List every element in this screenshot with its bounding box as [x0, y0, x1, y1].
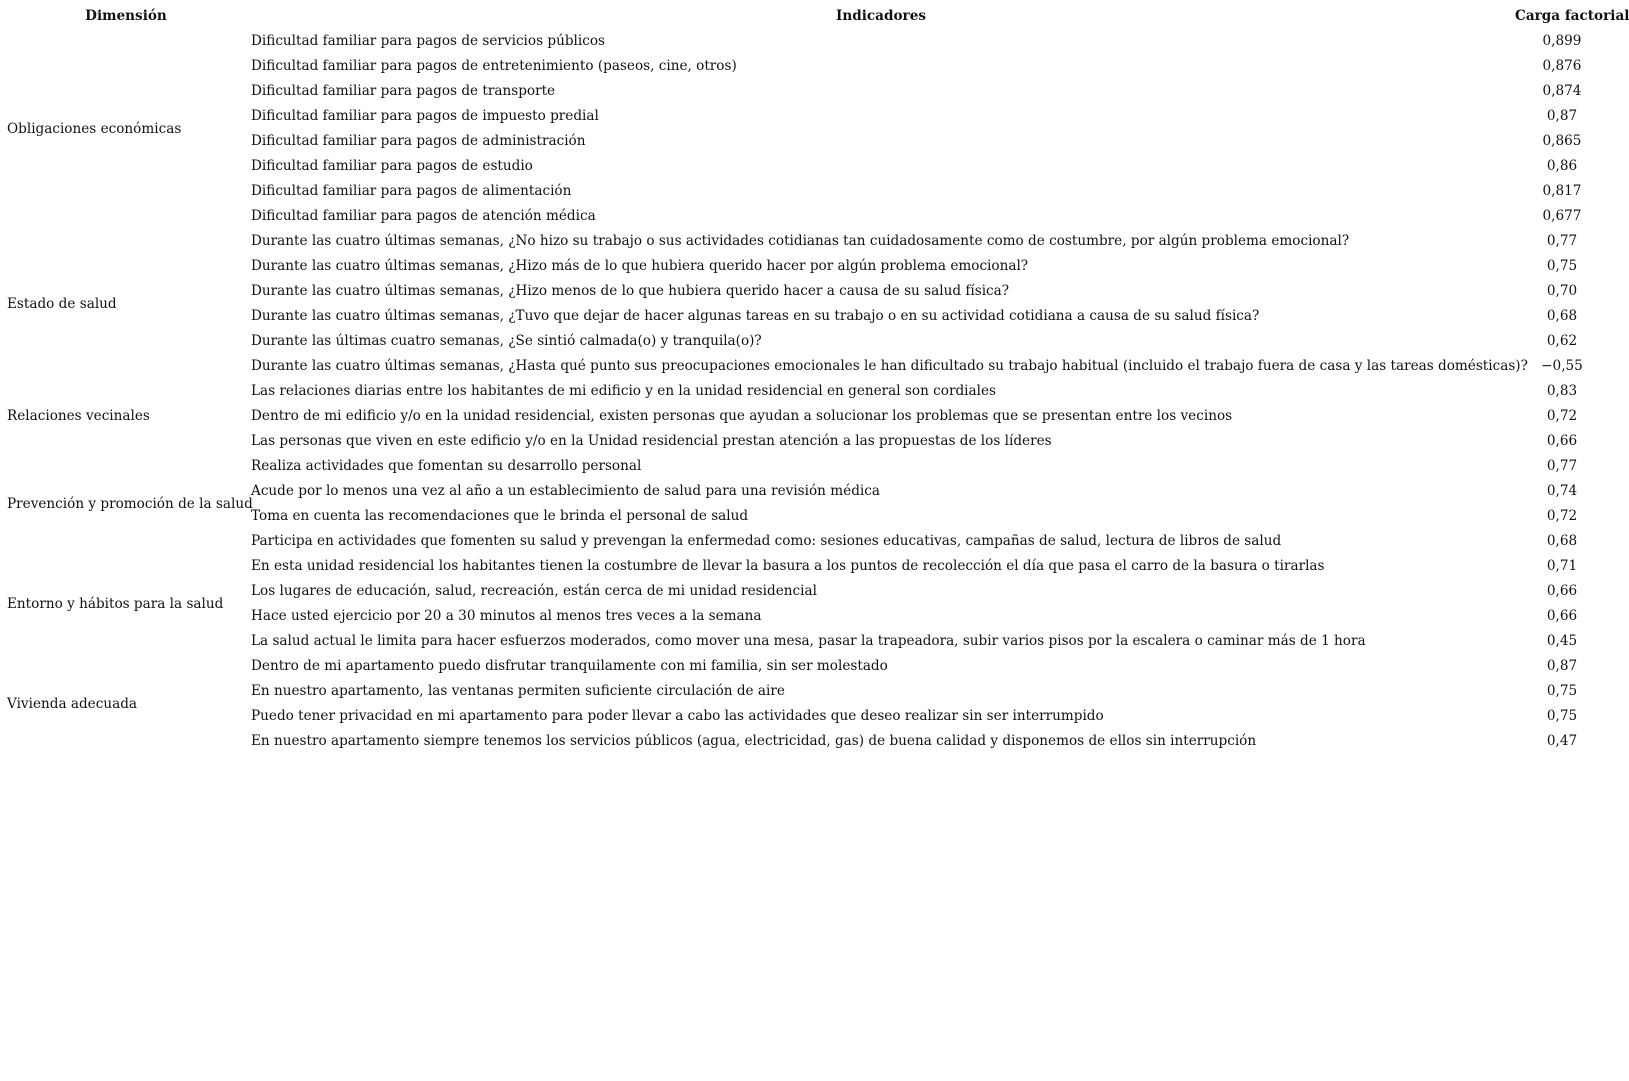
- header-indicators: Indicadores: [835, 8, 927, 25]
- indicator-cell: Las personas que viven en este edificio y/o en la Unidad residencial prestan atención a las propuestas de los líderes: [251, 433, 1052, 450]
- dimension-cell: Relaciones vecinales: [7, 408, 150, 425]
- indicator-cell: Toma en cuenta las recomendaciones que le brinda el personal de salud: [251, 508, 749, 525]
- indicator-cell: Dificultad familiar para pagos de transporte: [251, 83, 556, 100]
- indicator-cell: Durante las cuatro últimas semanas, ¿Hizo más de lo que hubiera querido hacer por algún problema emocional?: [251, 258, 1029, 275]
- dimension-cell: Obligaciones económicas: [7, 120, 182, 137]
- indicator-cell: Realiza actividades que fomentan su desarrollo personal: [251, 458, 642, 475]
- loading-cell: 0,77: [1546, 458, 1578, 475]
- loading-cell: 0,77: [1546, 233, 1578, 250]
- table-row: [5, 554, 1609, 579]
- header-dimension: Dimensión: [85, 8, 167, 25]
- loading-cell: 0,72: [1546, 408, 1578, 425]
- loading-cell: 0,72: [1546, 508, 1578, 525]
- indicator-cell: Hace usted ejercicio por 20 a 30 minutos al menos tres veces a la semana: [251, 608, 762, 625]
- factor-loadings-table: [5, 4, 1629, 754]
- loading-cell: 0,66: [1546, 583, 1578, 600]
- loading-cell: 0,62: [1546, 333, 1578, 350]
- table-row: [5, 454, 1609, 479]
- indicator-cell: Durante las últimas cuatro semanas, ¿Se sintió calmada(o) y tranquila(o)?: [251, 333, 762, 350]
- loading-cell: 0,68: [1546, 308, 1578, 325]
- loading-cell: 0,677: [1542, 208, 1582, 225]
- loading-cell: 0,865: [1542, 133, 1582, 150]
- loading-cell: 0,87: [1546, 658, 1578, 675]
- dimension-cell: Vivienda adecuada: [7, 695, 138, 712]
- indicator-cell: Dificultad familiar para pagos de entretenimiento (paseos, cine, otros): [251, 58, 737, 75]
- indicator-cell: Durante las cuatro últimas semanas, ¿Hizo menos de lo que hubiera querido hacer a causa de su salud física?: [251, 283, 1010, 300]
- loading-cell: 0,68: [1546, 533, 1578, 550]
- indicator-cell: Dificultad familiar para pagos de impuesto predial: [251, 108, 599, 125]
- table-row: [5, 229, 1609, 254]
- loading-cell: 0,71: [1546, 558, 1578, 575]
- indicator-cell: En nuestro apartamento siempre tenemos los servicios públicos (agua, electricidad, gas) de buena calidad y disponemos de ellos sin interrupción: [251, 733, 1257, 750]
- indicator-cell: Dificultad familiar para pagos de alimentación: [251, 183, 572, 200]
- loading-cell: 0,45: [1546, 633, 1578, 650]
- indicator-cell: La salud actual le limita para hacer esfuerzos moderados, como mover una mesa, pasar la trapeadora, subir varios pisos por la escalera o caminar más de 1 hora: [251, 633, 1366, 650]
- loading-cell: 0,874: [1542, 83, 1582, 100]
- loading-cell: 0,899: [1542, 33, 1582, 50]
- loading-cell: 0,83: [1546, 383, 1578, 400]
- indicator-cell: Dentro de mi apartamento puedo disfrutar tranquilamente con mi familia, sin ser molestado: [251, 658, 888, 675]
- loading-cell: 0,75: [1546, 683, 1578, 700]
- indicator-cell: Puedo tener privacidad en mi apartamento para poder llevar a cabo las actividades que deseo realizar sin ser interrumpido: [251, 708, 1104, 725]
- loading-cell: 0,74: [1546, 483, 1578, 500]
- header-row: [5, 4, 1609, 29]
- dimension-cell: Prevención y promoción de la salud: [7, 495, 253, 512]
- loading-cell: 0,876: [1542, 58, 1582, 75]
- loading-cell: 0,87: [1546, 108, 1578, 125]
- table-body: [5, 29, 1609, 754]
- indicator-cell: Durante las cuatro últimas semanas, ¿Tuvo que dejar de hacer algunas tareas en su trabajo o en su actividad cotidiana a causa de su salud física?: [251, 308, 1260, 325]
- indicator-cell: Dificultad familiar para pagos de administración: [251, 133, 586, 150]
- loading-cell: 0,70: [1546, 283, 1578, 300]
- loading-cell: −0,55: [1541, 358, 1583, 375]
- indicator-cell: Las relaciones diarias entre los habitantes de mi edificio y en la unidad residencial en general son cordiales: [251, 383, 996, 400]
- dimension-cell: Entorno y hábitos para la salud: [7, 595, 224, 612]
- indicator-cell: Dificultad familiar para pagos de estudio: [251, 158, 533, 175]
- loading-cell: 0,817: [1542, 183, 1582, 200]
- table-row: [5, 29, 1609, 54]
- dimension-cell: Estado de salud: [7, 295, 117, 312]
- indicator-cell: En esta unidad residencial los habitantes tienen la costumbre de llevar la basura a los puntos de recolección el día que pasa el carro de la basura o tirarlas: [251, 558, 1325, 575]
- loading-cell: 0,86: [1546, 158, 1578, 175]
- indicator-cell: Durante las cuatro últimas semanas, ¿Hasta qué punto sus preocupaciones emocionales le han dificultado su trabajo habitual (incluido el trabajo fuera de casa y las tareas domésticas)?: [251, 358, 1528, 375]
- loading-cell: 0,66: [1546, 608, 1578, 625]
- indicator-cell: Dificultad familiar para pagos de servicios públicos: [251, 33, 606, 50]
- indicator-cell: Participa en actividades que fomenten su salud y prevengan la enfermedad como: sesiones educativas, campañas de salud, lectura de libros de salud: [251, 533, 1282, 550]
- loading-cell: 0,75: [1546, 258, 1578, 275]
- table-row: [5, 379, 1609, 404]
- table-row: [5, 654, 1609, 679]
- loading-cell: 0,75: [1546, 708, 1578, 725]
- indicator-cell: Los lugares de educación, salud, recreación, están cerca de mi unidad residencial: [251, 583, 817, 600]
- loading-cell: 0,47: [1546, 733, 1578, 750]
- indicator-cell: Dentro de mi edificio y/o en la unidad residencial, existen personas que ayudan a solucionar los problemas que se presentan entre los vecinos: [251, 408, 1233, 425]
- indicator-cell: Durante las cuatro últimas semanas, ¿No hizo su trabajo o sus actividades cotidianas tan cuidadosamente como de costumbre, por algún problema emocional?: [251, 233, 1350, 250]
- indicator-cell: En nuestro apartamento, las ventanas permiten suficiente circulación de aire: [251, 683, 785, 700]
- loading-cell: 0,66: [1546, 433, 1578, 450]
- indicator-cell: Acude por lo menos una vez al año a un establecimiento de salud para una revisión médica: [251, 483, 880, 500]
- header-loading: Carga factorial: [1515, 8, 1629, 25]
- indicator-cell: Dificultad familiar para pagos de atención médica: [251, 208, 596, 225]
